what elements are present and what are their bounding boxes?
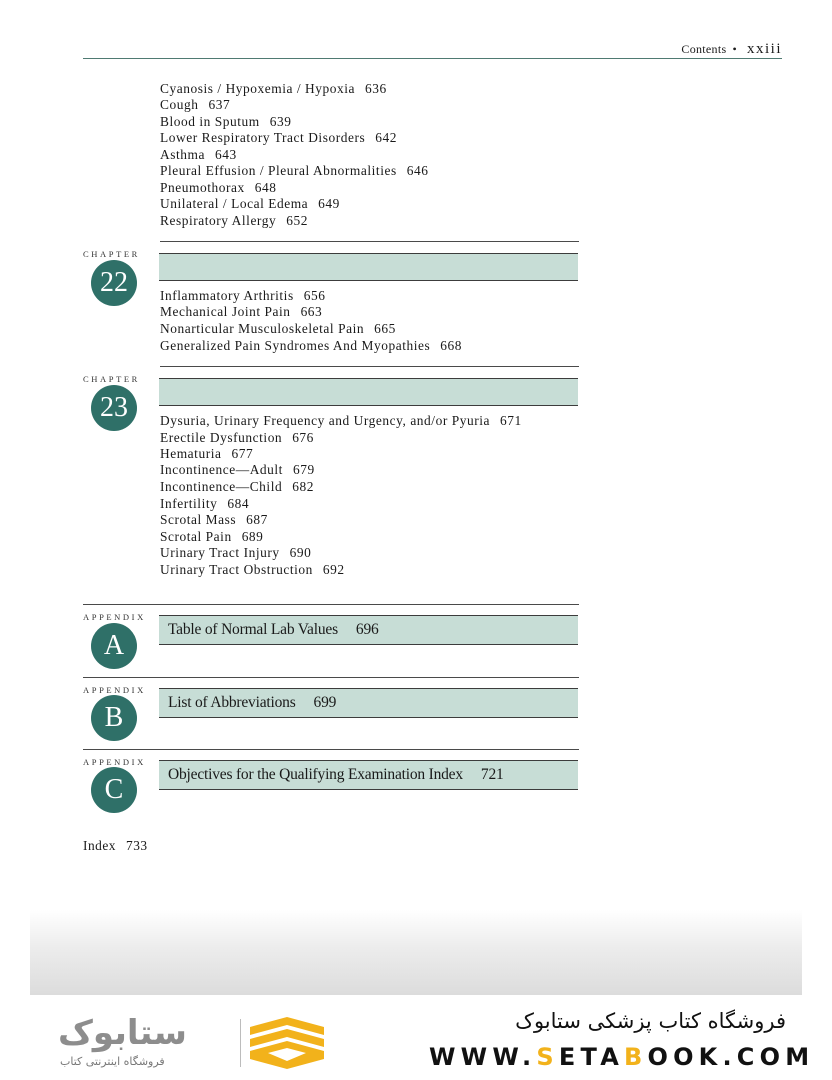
toc-entry[interactable]: Incontinence—Adult 679	[160, 462, 315, 477]
toc-entry[interactable]: Inflammatory Arthritis 656	[160, 288, 326, 303]
running-header	[83, 40, 782, 59]
toc-entry[interactable]: Scrotal Pain 689	[160, 529, 264, 544]
appendix-label: APPENDIX	[83, 685, 146, 695]
toc-entry[interactable]: Hematuria 677	[160, 446, 254, 461]
section-rule	[160, 241, 579, 242]
section-rule	[83, 677, 579, 678]
toc-entry[interactable]: Dysuria, Urinary Frequency and Urgency, and/or Pyuria 671	[160, 413, 522, 428]
appendix-letter-badge: A	[91, 623, 137, 669]
appendix-label: APPENDIX	[83, 612, 146, 622]
appendix-letter-badge: B	[91, 695, 137, 741]
logo-subtitle: فروشگاه اینترنتی کتاب	[60, 1055, 165, 1068]
appendix-label: APPENDIX	[83, 757, 146, 767]
section-rule	[83, 749, 579, 750]
toc-entry[interactable]: Scrotal Mass 687	[160, 512, 268, 527]
toc-entry[interactable]: Generalized Pain Syndromes And Myopathies 668	[160, 338, 462, 353]
running-head-text	[681, 41, 782, 58]
toc-entry[interactable]: Cyanosis / Hypoxemia / Hypoxia 636	[160, 81, 387, 96]
toc-entry[interactable]: Blood in Sputum 639	[160, 114, 292, 129]
toc-entry[interactable]: Nonarticular Musculoskeletal Pain 665	[160, 321, 396, 336]
toc-entry[interactable]: Cough 637	[160, 97, 231, 112]
logo-divider	[240, 1019, 241, 1067]
appendix-title-bar[interactable]	[159, 688, 578, 718]
section-rule	[83, 604, 579, 605]
section-rule	[160, 366, 579, 367]
logo-wordmark: ستابوک	[58, 1013, 187, 1053]
chapter-label: CHAPTER	[83, 374, 140, 384]
toc-entry[interactable]: Unilateral / Local Edema 649	[160, 196, 340, 211]
toc-entry[interactable]: Asthma 643	[160, 147, 237, 162]
chapter-title-bar[interactable]	[159, 253, 578, 281]
chapter-title-bar[interactable]	[159, 378, 578, 406]
header-section: Contents	[681, 42, 727, 56]
store-footer	[0, 995, 832, 1080]
chapter-label: CHAPTER	[83, 249, 140, 259]
appendix-title: Objectives for the Qualifying Examination Index 721	[168, 766, 504, 783]
toc-entry[interactable]: Lower Respiratory Tract Disorders 642	[160, 130, 397, 145]
toc-entry[interactable]: Pleural Effusion / Pleural Abnormalities 646	[160, 163, 429, 178]
page-shadow	[30, 910, 802, 995]
toc-entry[interactable]: Respiratory Allergy 652	[160, 213, 308, 228]
appendix-title: Table of Normal Lab Values 696	[168, 621, 379, 638]
toc-entry[interactable]: Pneumothorax 648	[160, 180, 277, 195]
chapter-number-badge: 23	[91, 385, 137, 431]
toc-entry[interactable]: Erectile Dysfunction 676	[160, 430, 314, 445]
appendix-title: List of Abbreviations 699	[168, 694, 337, 711]
toc-entry[interactable]: Urinary Tract Obstruction 692	[160, 562, 345, 577]
store-logo	[58, 1009, 238, 1071]
toc-entry[interactable]: Incontinence—Child 682	[160, 479, 314, 494]
toc-entry[interactable]: Urinary Tract Injury 690	[160, 545, 312, 560]
header-separator: •	[732, 42, 737, 56]
store-name: فروشگاه کتاب پزشکی ستابوک	[515, 1009, 786, 1033]
appendix-letter-badge: C	[91, 767, 137, 813]
store-url[interactable]: WWW.SETABOOK.COM	[429, 1043, 815, 1071]
chapter-number-badge: 22	[91, 260, 137, 306]
appendix-title-bar[interactable]	[159, 760, 578, 790]
book-stack-icon	[248, 1017, 326, 1073]
toc-entry[interactable]: Mechanical Joint Pain 663	[160, 304, 323, 319]
toc-entry[interactable]: Infertility 684	[160, 496, 250, 511]
appendix-title-bar[interactable]	[159, 615, 578, 645]
index-entry[interactable]: Index 733	[83, 838, 148, 853]
header-page-number: xxiii	[746, 41, 782, 57]
